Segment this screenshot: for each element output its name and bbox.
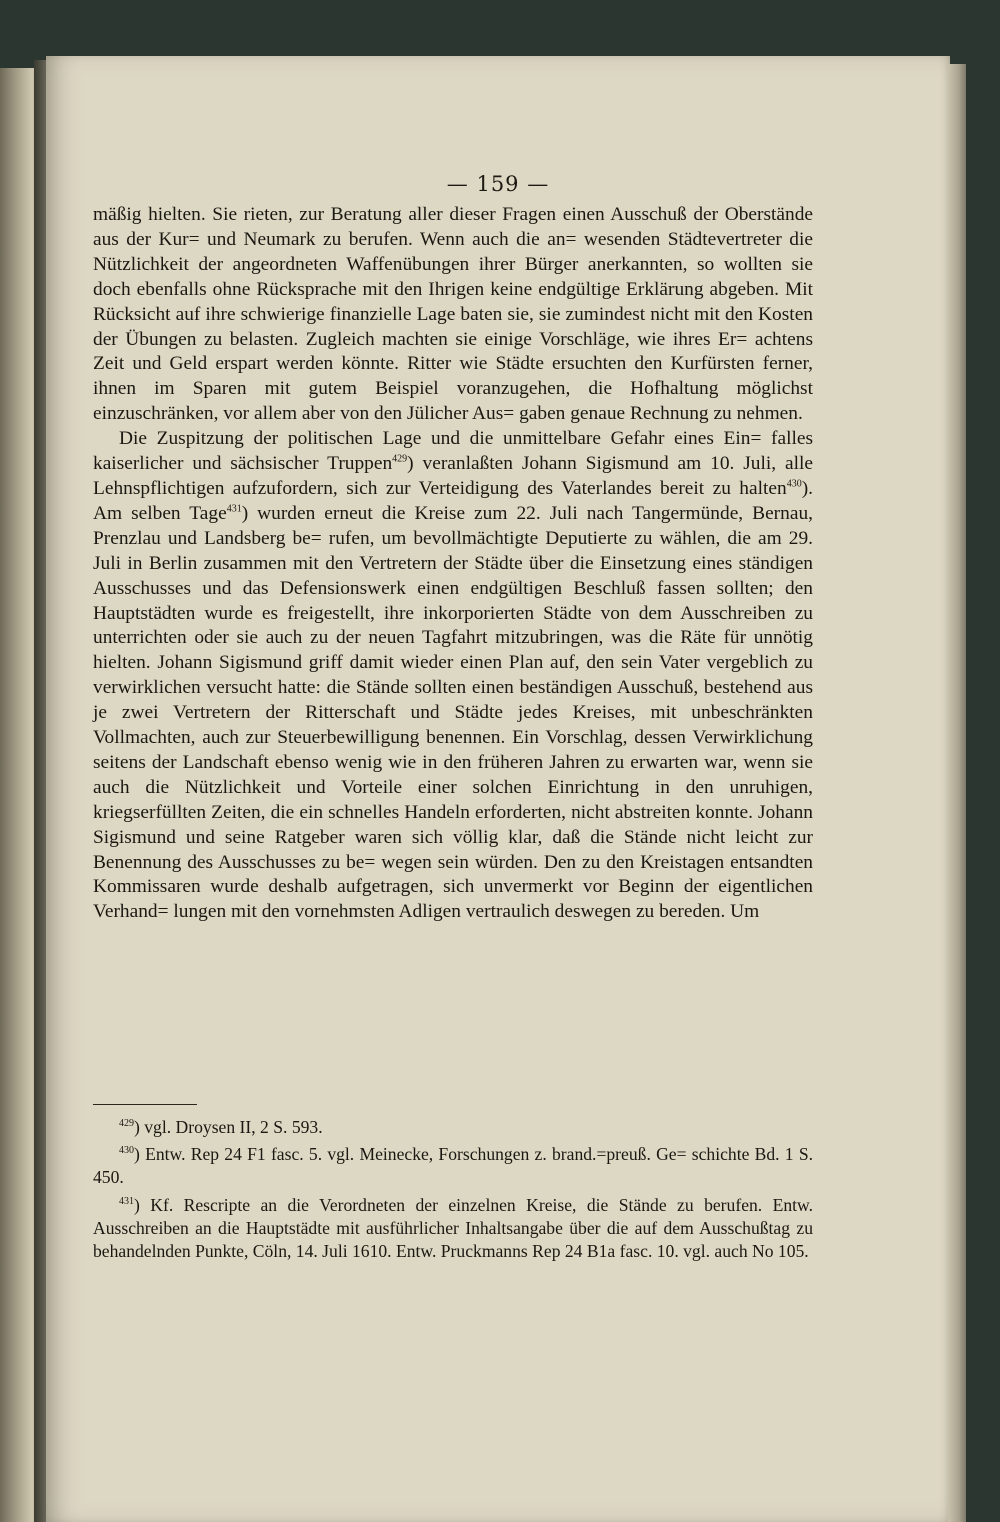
footnote-number: 429 (119, 1118, 134, 1130)
footnote-number: 431 (119, 1195, 134, 1207)
footnote-ref-430[interactable]: 430 (786, 478, 802, 490)
paragraph-1: mäßig hielten. Sie rieten, zur Beratung aller dieser Fragen einen Ausschuß der Oberstände aus der Kur= und Neumark zu berufen. Wenn auch die an= wesenden Städtevertreter die Nützlichkeit der angeordneten Waffenübungen ihrer Bürger anerkannten, so wollten sie doch ebenfalls ohne Rücksprache mit den Ihrigen keine endgültige Erklärung abgeben. Mit Rücksicht auf ihre schwierige finanzielle Lage baten sie, sie zumindest nicht mit den Kosten der Übungen zu belasten. Zugleich machten sie einige Vorschläge, wie ihres Er= achtens Zeit und Geld erspart werden könnte. Ritter wie Städte ersuchten den Kurfürsten ferner, ihnen im Sparen mit gutem Beispiel voranzugehen, die Hofhaltung möglichst einzuschränken, vor allem aber von den Jülicher Aus= gaben genaue Rechnung zu nehmen. (93, 204, 813, 425)
footnote-ref-429[interactable]: 429 (392, 453, 408, 465)
paragraph-2-part-1: Die Zuspitzung der politischen Lage und die unmittelbare Gefahr eines Ein= falles kaiserlicher und sächsischer Truppen (93, 428, 813, 475)
main-text (93, 203, 813, 925)
footnote-text: ) vgl. Droysen II, 2 S. 593. (134, 1117, 323, 1137)
footnote-429 (93, 1116, 813, 1139)
page-number: — 159 — (446, 172, 550, 196)
paragraph-2-part-2: ) veranlaßten Johann Sigismund am 10. Juli, alle Lehnspflichtigen aufzufordern, sich zur Verteidigung des Vaterlandes bereit zu halten (93, 453, 814, 499)
footnote-430 (93, 1143, 813, 1189)
paragraph-2 (93, 427, 813, 925)
footnote-431 (93, 1194, 813, 1264)
footnotes (93, 1116, 813, 1263)
footnote-text: ) Entw. Rep 24 F1 fasc. 5. vgl. Meinecke, Forschungen z. brand.=preuß. Ge= schichte Bd. 1 S. 450. (93, 1144, 813, 1188)
footnote-text: ) Kf. Rescripte an die Verordneten der einzelnen Kreise, die Stände zu berufen. Entw. Ausschreiben an die Hauptstädte mit ausführlicher Inhaltsangabe über die auf dem Ausschußtag zu behandelnden Punkte, Cöln, 14. Juli 1610. Entw. Pruckmanns Rep 24 B1a fasc. 10. vgl. auch No 105. (93, 1194, 813, 1262)
paragraph-2-part-4: ) wurden erneut die Kreise zum 22. Juli nach Tangermünde, Bernau, Prenzlau und Landsberg be= rufen, um bevollmächtigte Deputierte zu wählen, die am 29. Juli in Berlin zusammen mit den Vertretern der Städte über die Einsetzung eines ständigen Ausschusses und das Defensionswerk einen endgültigen Beschluß fassen sollten; den Hauptstädten wurde es freigestellt, ihre inkorporierten Städte von dem Ausschreiben zu unterrichten oder sie auch zu der neuen Tagfahrt mitzubringen, was die Räte für unnötig hielten. Johann Sigismund griff damit wieder einen Plan auf, den sein Vater vergeblich zu verwirklichen versucht hatte: die Stände sollten einen beständigen Ausschuß, bestehend aus je zwei Vertretern der Ritterschaft und Städte jedes Kreises, mit unbeschränkten Vollmachten, auch zur Steuerbewilligung benennen. Ein Vorschlag, dessen Verwirklichung seitens der Landschaft ebenso wenig wie in den früheren Jahren zu erwarten war, wenn sie auch die Nützlichkeit und Vorteile einer solchen Einrichtung in den unruhigen, kriegserfüllten Zeiten, die ein schnelles Handeln erforderten, nicht abstreiten konnte. Johann Sigismund und seine Ratgeber waren sich völlig klar, daß die Stände nicht leicht zur Benennung des Ausschusses zu be= wegen sein würden. Den zu den Kreistagen entsandten Kommissaren wurde deshalb aufgetragen, sich unvermerkt vor Beginn der eigentlichen Verhand= lungen mit den vornehmsten Adligen vertraulich deswegen zu bereden. Um (93, 502, 813, 923)
paragraph-2-part-3: ). Am selben Tage (93, 477, 813, 524)
footnote-ref-431[interactable]: 431 (226, 503, 242, 515)
right-page-edge (948, 64, 966, 1522)
footnote-number: 430 (119, 1145, 134, 1157)
footnote-separator (93, 1104, 197, 1105)
